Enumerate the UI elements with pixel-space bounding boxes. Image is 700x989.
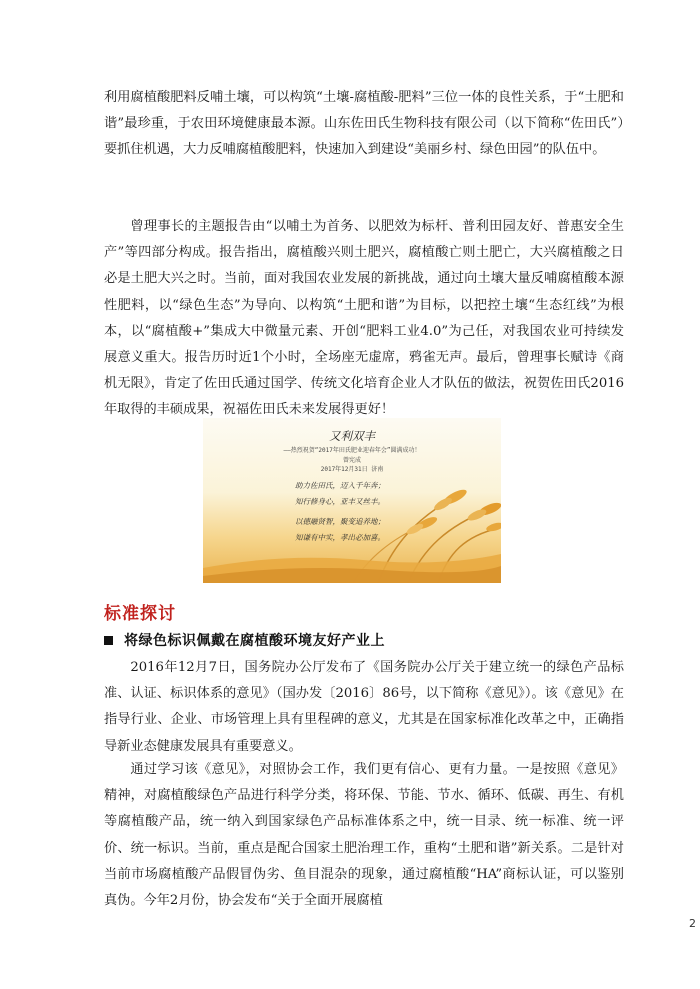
poem-line: 以德融贤智，聚变追养地；: [295, 517, 385, 526]
page-number: 2: [689, 917, 696, 930]
paragraph-study: [104, 757, 624, 914]
section-title: 标准探讨: [104, 604, 176, 624]
poem-line: 助力佐田氏，迈入千年奔；: [295, 481, 385, 490]
poem-text: [203, 418, 501, 583]
subheading: [104, 628, 385, 652]
poem-date: 2017年12月31日 济南: [320, 466, 384, 473]
paragraph-opinion: [104, 655, 624, 760]
paragraph-study-text: 通过学习该《意见》，对照协会工作，我们更有信心、更有力量。一是按照《意见》精神，对腐植酸绿色产品进行科学分类，将环保、节能、节水、循环、低碳、再生、有机等腐植酸产品，统一纳入到国家绿色产品标准体系之中，统一目录、统一标准、统一评价、统一标识。当前，重点是配合国家土肥治理工作，重构“土肥和谐”新关系。二是针对当前市场腐植酸产品假冒伪劣、鱼目混杂的现象，通过腐植酸“HA”商标认证，可以鉴别真伪。今年2月份，协会发布“关于全面开展腐植: [104, 762, 624, 909]
poem-author: 曾宪成: [342, 457, 361, 464]
poem-line: 知行修身心，亚丰又丝丰。: [295, 497, 385, 506]
poem-title: 又利双丰: [329, 429, 375, 443]
square-bullet-icon: [104, 636, 113, 645]
subheading-text: 将绿色标识佩戴在腐植酸环境友好产业上: [124, 633, 385, 649]
poem-subtitle: ——热烈祝贺“2017年田氏肥业迎春年会”圆满成功！: [283, 447, 421, 454]
paragraph-intro: [104, 85, 624, 164]
paragraph-report: [104, 214, 624, 424]
paragraph-intro-text: 利用腐植酸肥料反哺土壤，可以构筑“土壤-腐植酸-肥料”三位一体的良性关系，于“土肥和谐”最珍重，于农田环境健康最本源。山东佐田氏生物科技有限公司（以下简称“佐田氏”）要抓住机遇，大力反哺腐植酸肥料，快速加入到建设“美丽乡村、绿色田园”的队伍中。: [104, 90, 624, 158]
poem-image: [203, 418, 501, 583]
poem-line: 知谦有中实，孝出必加喜。: [295, 533, 385, 542]
paragraph-opinion-text: 2016年12月7日，国务院办公厅发布了《国务院办公厅关于建立统一的绿色产品标准、认证、标识体系的意见》（国办发〔2016〕86号，以下简称《意见》）。该《意见》在指导行业、企业、市场管理上具有里程碑的意义，尤其是在国家标准化改革之中，正确指导新业态健康发展具有重要意义。: [104, 660, 624, 754]
paragraph-report-text: 曾理事长的主题报告由“以哺土为首务、以肥效为标杆、普利田园友好、普惠安全生产”等四部分构成。报告指出，腐植酸兴则土肥兴，腐植酸亡则土肥亡，大兴腐植酸之日必是土肥大兴之时。当前，面对我国农业发展的新挑战，通过向土壤大量反哺腐植酸本源性肥料，以“绿色生态”为导向、以构筑“土肥和谐”为目标，以把控土壤“生态红线”为根本，以“腐植酸+”集成大中微量元素、开创“肥料工业4.0”为己任，对我国农业可持续发展意义重大。报告历时近1个小时，全场座无虚席，鸦雀无声。最后，曾理事长赋诗《商机无限》，肯定了佐田氏通过国学、传统文化培育企业人才队伍的做法，祝贺佐田氏2016年取得的丰硕成果，祝福佐田氏未来发展得更好！: [104, 219, 624, 418]
